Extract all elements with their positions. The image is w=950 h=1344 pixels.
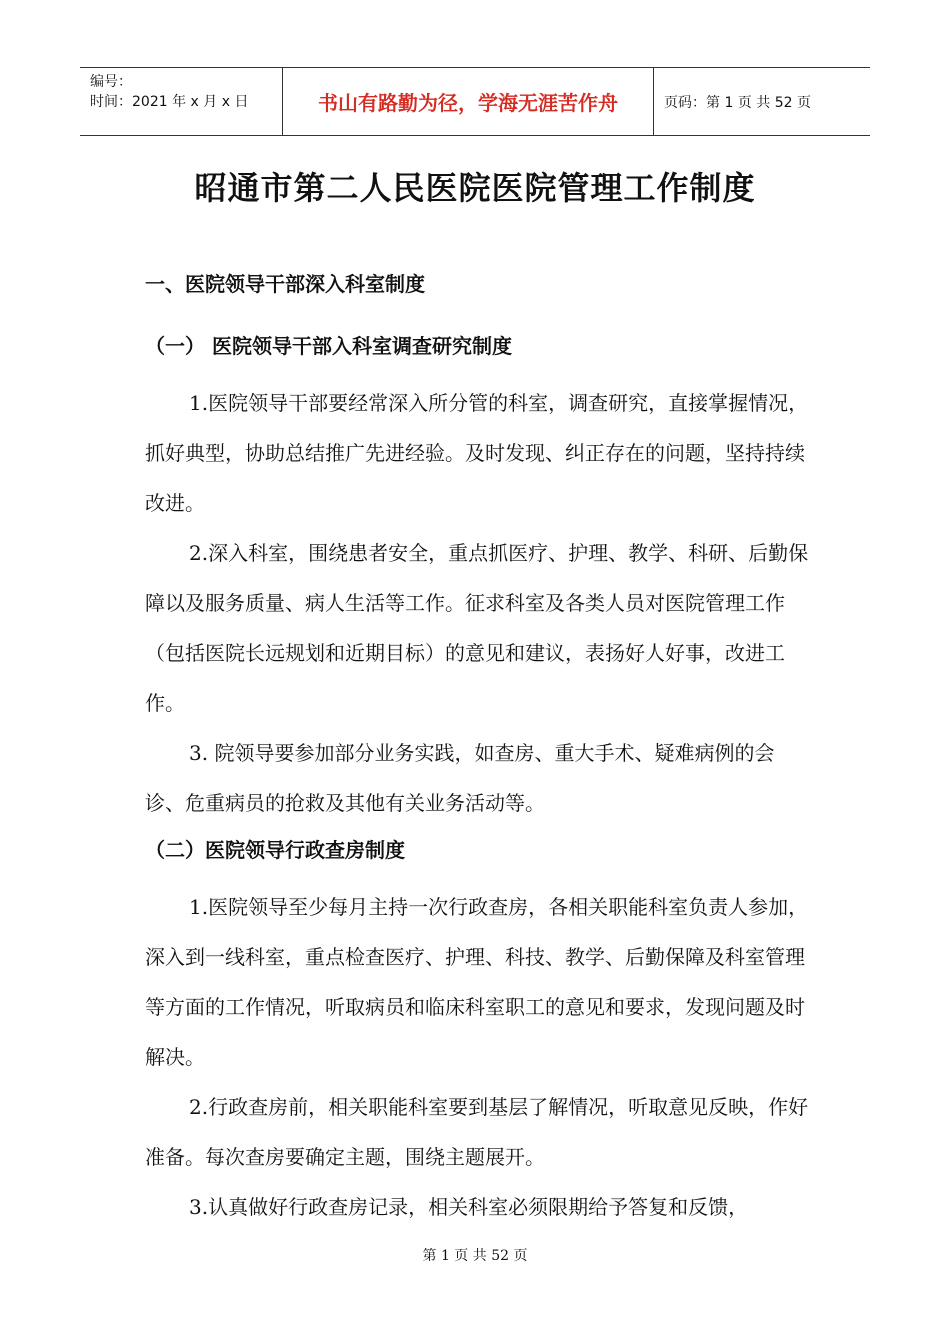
paragraph: 1.医院领导干部要经常深入所分管的科室，调查研究，直接掌握情况，抓好典型，协助总结推广先进经验。及时发现、纠正存在的问题，坚持持续改进。 [145, 391, 809, 515]
header-table [80, 67, 870, 136]
document-title: 昭通市第二人民医院医院管理工作制度 [194, 169, 756, 207]
paragraph: 1.医院领导至少每月主持一次行政查房，各相关职能科室负责人参加，深入到一线科室，重点检查医疗、护理、科技、教学、后勤保障及科室管理等方面的工作情况，听取病员和临床科室职工的意见和要求，发现问题及时解决。 [145, 895, 809, 1069]
header-page-number: 页码：第 1 页 共 52 页 [664, 94, 811, 111]
page-footer: 第 1 页 共 52 页 [422, 1248, 528, 1264]
subsection-heading-1: （一） 医院领导干部入科室调查研究制度 [145, 334, 512, 358]
header-motto: 书山有路勤为径，学海无涯苦作舟 [283, 68, 654, 135]
paragraph: 3. 院领导要参加部分业务实践，如查房、重大手术、疑难病例的会诊、危重病员的抢救及其他有关业务活动等。 [145, 741, 775, 815]
section-heading-1: 一、医院领导干部深入科室制度 [145, 272, 425, 296]
subsection-heading-2: （二）医院领导行政查房制度 [145, 838, 405, 862]
paragraph: 3.认真做好行政查房记录，相关科室必须限期给予答复和反馈， [189, 1195, 749, 1219]
paragraph: 2.深入科室，围绕患者安全，重点抓医疗、护理、教学、科研、后勤保障以及服务质量、病人生活等工作。征求科室及各类人员对医院管理工作（包括医院长远规划和近期目标）的意见和建议，表扬好人好事，改进工作。 [145, 541, 809, 715]
document-body [145, 268, 810, 1232]
paragraph: 2.行政查房前，相关职能科室要到基层了解情况，听取意见反映，作好准备。每次查房要确定主题，围绕主题展开。 [145, 1095, 809, 1169]
document-number-label: 编号： [90, 74, 132, 90]
document-date-label: 时间：2021 年 x 月 x 日 [90, 94, 249, 110]
header-meta-cell [80, 68, 283, 135]
